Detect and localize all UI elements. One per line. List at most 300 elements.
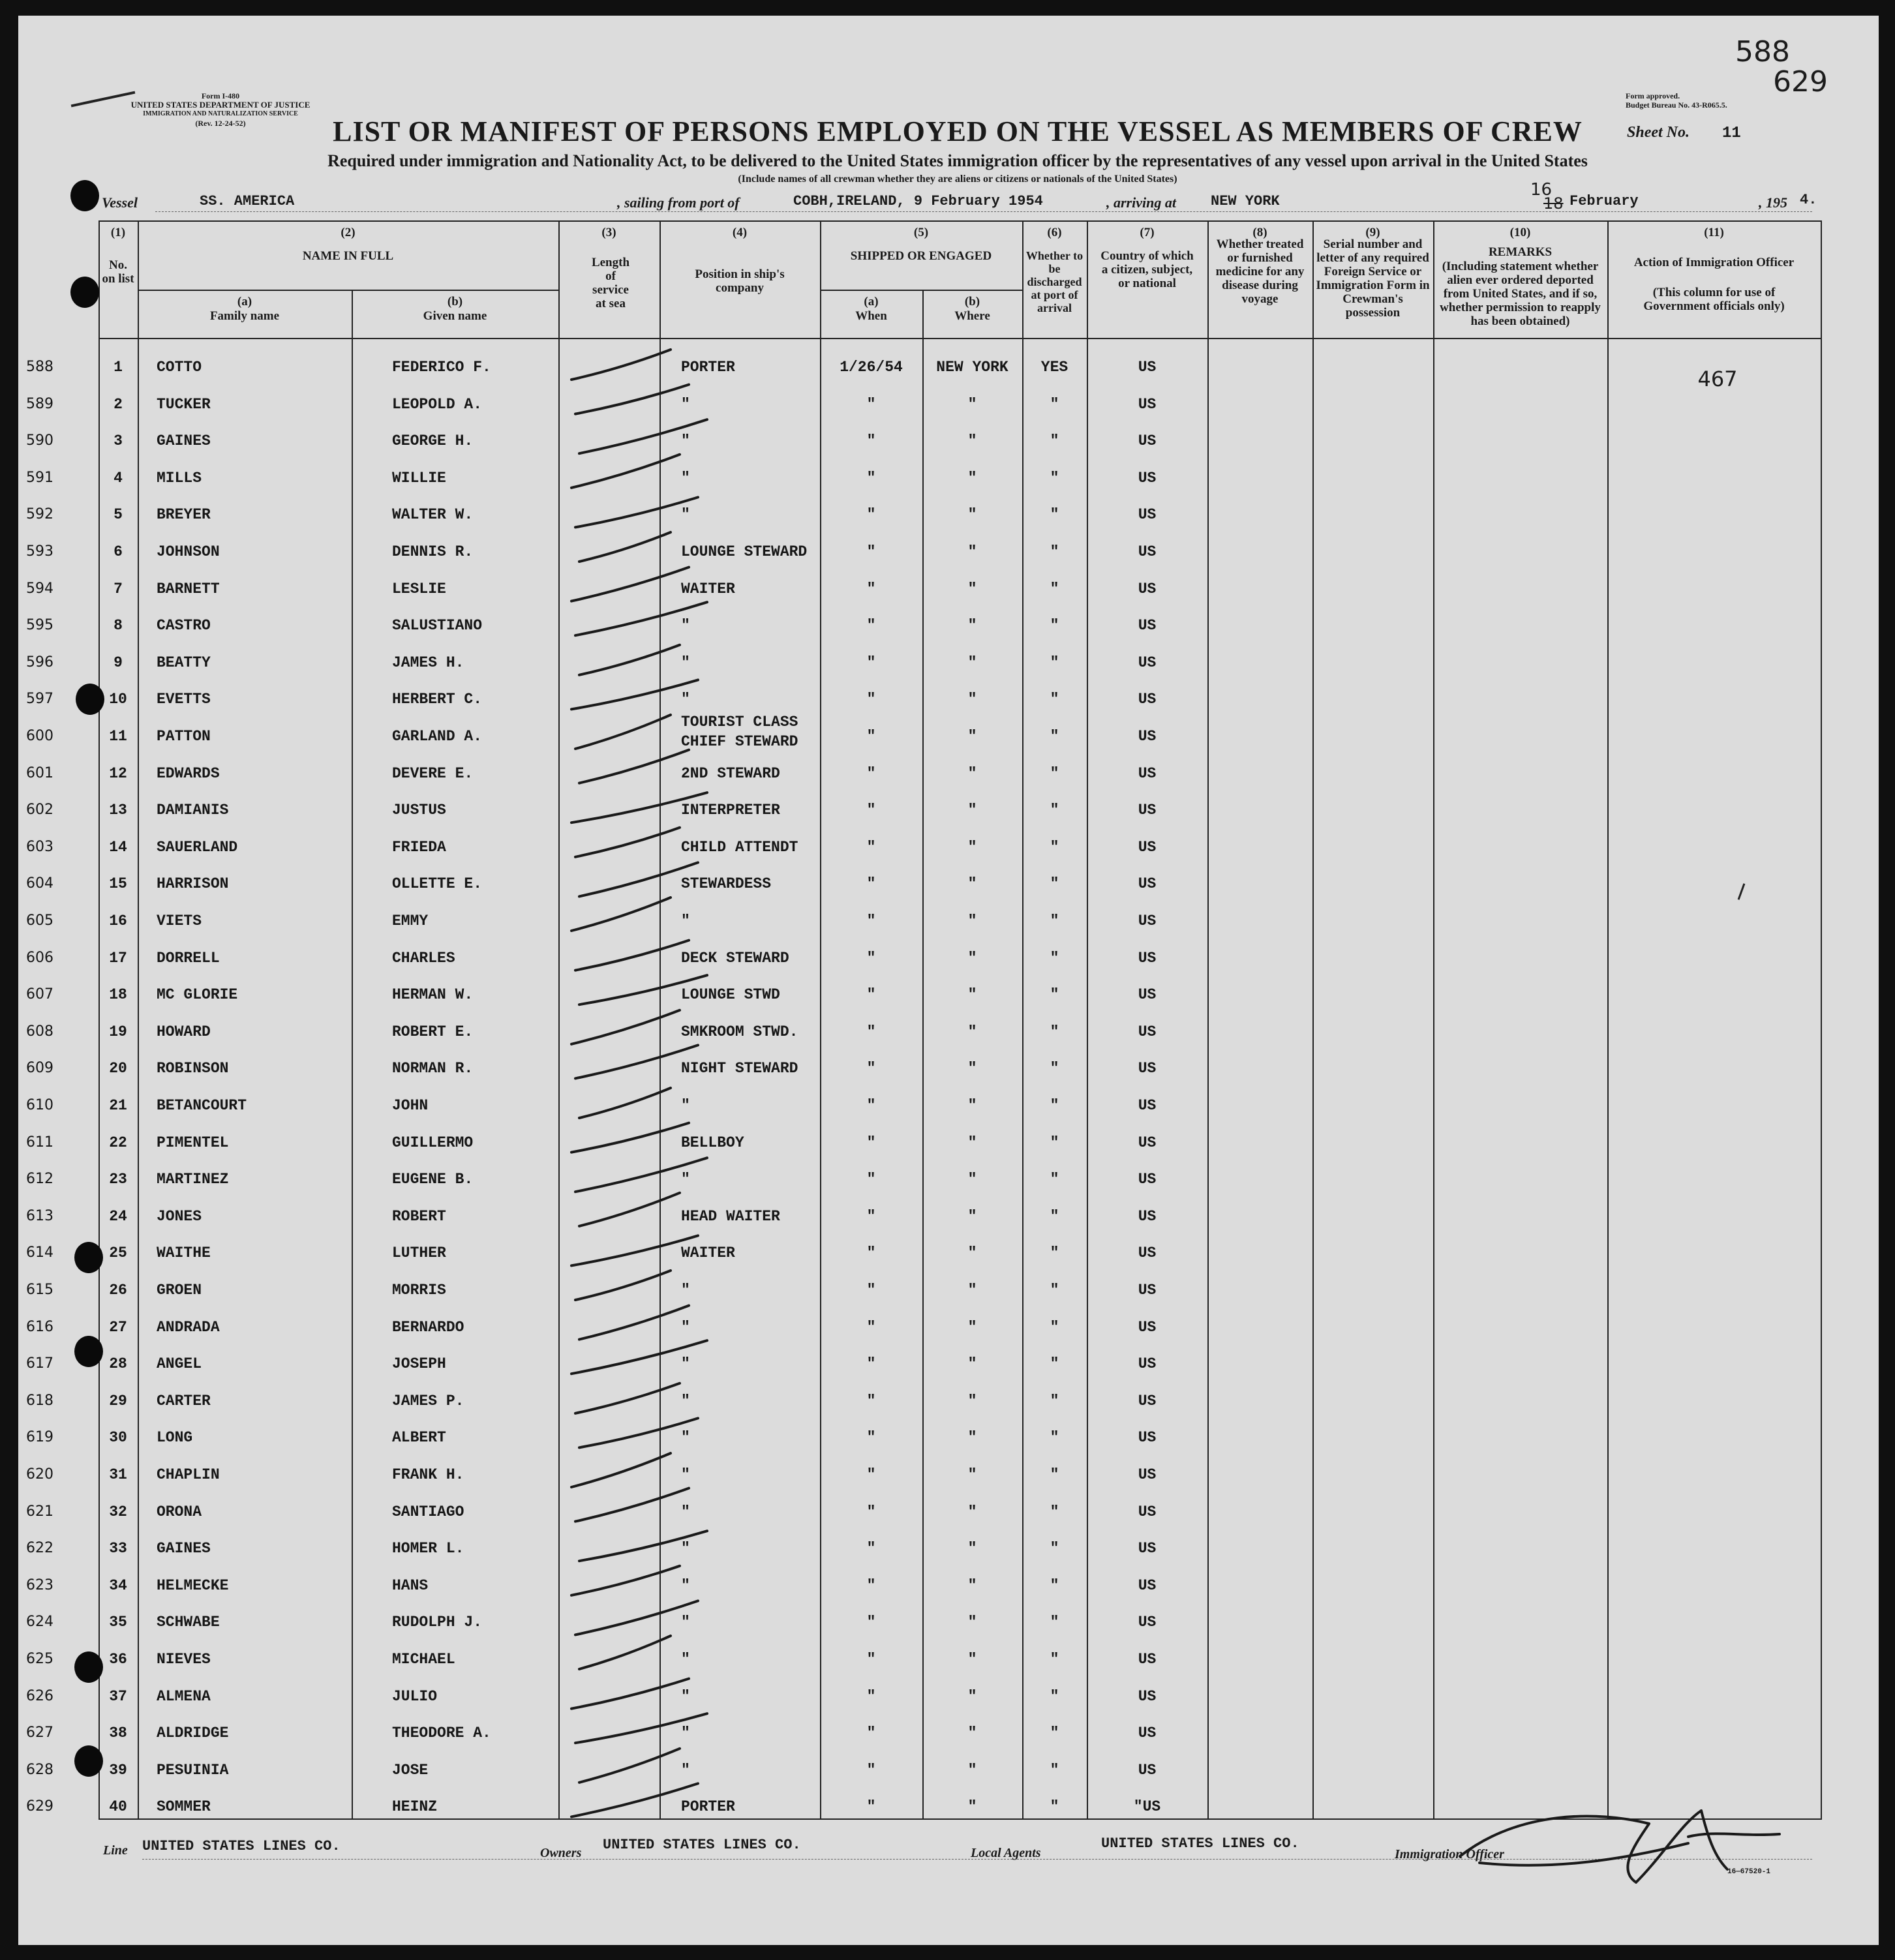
family-name: CASTRO: [157, 617, 211, 635]
shipped-when: ": [866, 506, 876, 524]
family-name: EDWARDS: [157, 764, 220, 782]
shipped-where: ": [967, 802, 977, 819]
arrival-port: NEW YORK: [1211, 193, 1280, 209]
country: US: [1138, 1576, 1157, 1594]
department-name: UNITED STATES DEPARTMENT OF JUSTICE: [130, 100, 311, 110]
shipped-where: ": [967, 875, 977, 893]
family-name: BEATTY: [157, 654, 211, 671]
position: ": [681, 469, 690, 487]
shipped-where: ": [967, 912, 977, 929]
row-number: 16: [109, 912, 127, 929]
margin-number: 602: [26, 802, 53, 819]
shipped-when: ": [866, 1614, 876, 1631]
family-name: SAUERLAND: [157, 838, 238, 856]
line-label: Line: [103, 1843, 128, 1858]
row-number: 24: [109, 1207, 127, 1225]
shipped-where: ": [967, 1503, 977, 1520]
agents-label: Local Agents: [971, 1846, 1041, 1860]
family-name: ALDRIDGE: [157, 1725, 229, 1742]
margin-number: 612: [26, 1171, 53, 1188]
family-name: COTTO: [157, 359, 202, 376]
margin-number: 603: [26, 838, 53, 855]
row-number: 13: [109, 802, 127, 819]
position: ": [681, 506, 690, 524]
col-8-label: Whether treated or furnished medicine for any disease during voyage: [1215, 237, 1305, 306]
service-slash-mark: [575, 1271, 671, 1300]
col-10-number: (10): [1509, 226, 1531, 239]
family-name: LONG: [157, 1429, 193, 1447]
given-name: HERBERT C.: [392, 691, 483, 708]
country: US: [1138, 617, 1157, 635]
country: US: [1138, 1725, 1157, 1742]
col-2-label: NAME IN FULL: [302, 249, 394, 263]
position: LOUNGE STWD: [681, 986, 780, 1004]
service-slash-mark: [571, 1340, 707, 1374]
family-name: BARNETT: [157, 580, 220, 597]
col-7-label: Country of which a citizen, subject, or national: [1100, 249, 1194, 290]
shipped-when: ": [866, 543, 876, 560]
col-1-label: No. on list: [102, 258, 134, 286]
position: PORTER: [681, 1798, 735, 1816]
family-name: ORONA: [157, 1503, 202, 1520]
family-name: HELMECKE: [157, 1576, 229, 1594]
discharged: ": [1050, 838, 1059, 856]
col-5b-number: (b): [964, 295, 980, 309]
service-slash-mark: [579, 1531, 707, 1561]
position: ": [681, 1651, 690, 1668]
row-number: 12: [109, 764, 127, 782]
punch-hole: [74, 1651, 103, 1683]
given-name: CHARLES: [392, 949, 455, 967]
family-name: WAITHE: [157, 1244, 211, 1262]
margin-number: 626: [26, 1687, 53, 1704]
shipped-where: ": [967, 469, 977, 487]
vessel-label: Vessel: [102, 194, 138, 211]
service-slash-mark: [575, 715, 671, 749]
country: US: [1138, 1429, 1157, 1447]
service-slash-mark: [571, 1123, 689, 1153]
service-slash-mark: [571, 897, 671, 931]
given-name: HEINZ: [392, 1798, 438, 1816]
margin-number: 628: [26, 1761, 53, 1778]
country: US: [1138, 875, 1157, 893]
service-name: IMMIGRATION AND NATURALIZATION SERVICE: [143, 110, 298, 117]
family-name: MC GLORIE: [157, 986, 238, 1004]
discharged: ": [1050, 1207, 1059, 1225]
given-name: THEODORE A.: [392, 1725, 491, 1742]
shipped-where: ": [967, 1798, 977, 1816]
row-number: 14: [109, 838, 127, 856]
service-slash-mark: [575, 1601, 698, 1635]
row-number: 40: [109, 1798, 127, 1816]
discharged: ": [1050, 1392, 1059, 1410]
discharged: ": [1050, 1725, 1059, 1742]
shipped-when: ": [866, 728, 876, 745]
row-number: 28: [109, 1355, 127, 1373]
action-note: 467: [1697, 367, 1738, 391]
service-slash-mark: [575, 1045, 698, 1078]
shipped-when: ": [866, 1392, 876, 1410]
discharged: ": [1050, 1466, 1059, 1483]
shipped-when: ": [866, 1651, 876, 1668]
shipped-when: ": [866, 469, 876, 487]
row-number: 15: [109, 875, 127, 893]
shipped-when: ": [866, 1023, 876, 1040]
position: CHILD ATTENDT: [681, 838, 798, 856]
given-name: SALUSTIANO: [392, 617, 483, 635]
country: US: [1138, 1134, 1157, 1151]
discharged: ": [1050, 1503, 1059, 1520]
discharged: ": [1050, 506, 1059, 524]
country: US: [1138, 1687, 1157, 1705]
given-name: HERMAN W.: [392, 986, 474, 1004]
position: ": [681, 1614, 690, 1631]
family-name: GAINES: [157, 1540, 211, 1558]
shipped-where: ": [967, 1576, 977, 1594]
corner-range-end: 629: [1773, 65, 1828, 98]
col-4-label: Position in ship's company: [695, 267, 785, 295]
country: US: [1138, 1097, 1157, 1114]
row-number: 31: [109, 1466, 127, 1483]
service-slash-mark: [575, 385, 689, 414]
position: BELLBOY: [681, 1134, 744, 1151]
row-number: 35: [109, 1614, 127, 1631]
family-name: GROEN: [157, 1282, 202, 1299]
family-name: SCHWABE: [157, 1614, 220, 1631]
form-number: Form I-480: [201, 91, 240, 100]
service-slash-marks: [18, 16, 1879, 1945]
shipped-where: ": [967, 949, 977, 967]
given-name: FRANK H.: [392, 1466, 464, 1483]
service-slash-mark: [571, 455, 680, 488]
page-subtitle: Required under immigration and Nationality Act, to be delivered to the United States immigration officer by the representatives of any vessel upon arrival in the United States: [327, 151, 1588, 170]
arrival-day-struck: 18: [1543, 194, 1564, 213]
position: ": [681, 617, 690, 635]
row-number: 4: [114, 469, 123, 487]
discharged: ": [1050, 1355, 1059, 1373]
service-slash-mark: [579, 862, 698, 896]
country: US: [1138, 1171, 1157, 1188]
margin-number: 609: [26, 1060, 53, 1077]
margin-number: 617: [26, 1355, 53, 1372]
position: 2ND STEWARD: [681, 764, 780, 782]
col-6-number: (6): [1047, 226, 1062, 239]
row-number: 7: [114, 580, 123, 597]
country: US: [1138, 764, 1157, 782]
discharged: ": [1050, 1244, 1059, 1262]
discharged: ": [1050, 543, 1059, 560]
position: ": [681, 912, 690, 929]
col-1-number: (1): [110, 226, 126, 239]
country: US: [1138, 912, 1157, 929]
officer-label: Immigration Officer: [1395, 1847, 1504, 1862]
shipped-when: ": [866, 1282, 876, 1299]
manifest-sheet: [18, 16, 1879, 1945]
sheet-number-label: Sheet No.: [1627, 124, 1690, 141]
given-name: DENNIS R.: [392, 543, 474, 560]
col-2a-number: (a): [237, 295, 252, 309]
position: DECK STEWARD: [681, 949, 789, 967]
service-slash-mark: [575, 1488, 689, 1522]
discharged: ": [1050, 949, 1059, 967]
margin-number: 627: [26, 1725, 53, 1741]
service-slash-mark: [579, 750, 689, 783]
country: US: [1138, 432, 1157, 450]
country: US: [1138, 1207, 1157, 1225]
shipped-where: ": [967, 1060, 977, 1078]
service-slash-mark: [575, 941, 689, 971]
col-2b-number: (b): [447, 295, 463, 309]
shipped-when: ": [866, 1318, 876, 1336]
owners-company: UNITED STATES LINES CO.: [603, 1837, 801, 1853]
shipped-when: ": [866, 1207, 876, 1225]
discharged: ": [1050, 875, 1059, 893]
service-slash-mark: [575, 1383, 680, 1413]
col-10-note: (Including statement whether alien ever ordered deported from United States, and if so, whether permission to reapply has been obtained): [1440, 260, 1601, 328]
discharged: ": [1050, 1134, 1059, 1151]
shipped-where: ": [967, 1392, 977, 1410]
given-name: HANS: [392, 1576, 429, 1594]
shipped-where: ": [967, 764, 977, 782]
service-slash-mark: [579, 975, 707, 1004]
shipped-where: NEW YORK: [936, 359, 1008, 376]
form-revision: (Rev. 12-24-52): [195, 119, 246, 128]
given-name: DEVERE E.: [392, 764, 474, 782]
shipped-where: ": [967, 1355, 977, 1373]
arrival-month: February: [1569, 193, 1639, 209]
country: US: [1138, 1023, 1157, 1040]
arriving-label: , arriving at: [1106, 194, 1176, 211]
discharged: ": [1050, 1097, 1059, 1114]
printer-code: 16—67520-1: [1727, 1868, 1771, 1876]
service-slash-mark: [579, 1749, 680, 1783]
row-number: 20: [109, 1060, 127, 1078]
punch-hole: [70, 180, 99, 211]
service-slash-mark: [571, 1010, 680, 1044]
service-slash-mark: [575, 497, 698, 527]
position: CHIEF STEWARD: [681, 733, 798, 750]
given-name: MORRIS: [392, 1282, 446, 1299]
given-name: JOSEPH: [392, 1355, 446, 1373]
margin-number: 600: [26, 728, 53, 744]
margin-number: 607: [26, 986, 53, 1003]
departure-port-date: COBH,IRELAND, 9 February 1954: [793, 193, 1043, 209]
margin-number: 594: [26, 580, 53, 597]
country: US: [1138, 506, 1157, 524]
margin-number: 601: [26, 764, 53, 781]
col-8-number: (8): [1252, 226, 1267, 239]
shipped-when: 1/26/54: [840, 359, 903, 376]
shipped-where: ": [967, 617, 977, 635]
row-number: 3: [114, 432, 123, 450]
page-title: LIST OR MANIFEST OF PERSONS EMPLOYED ON THE VESSEL AS MEMBERS OF CREW: [333, 115, 1583, 147]
row-number: 22: [109, 1134, 127, 1151]
row-number: 25: [109, 1244, 127, 1262]
discharged: ": [1050, 1798, 1059, 1816]
service-slash-mark: [575, 1158, 707, 1192]
row-number: 1: [114, 359, 123, 376]
discharged: ": [1050, 802, 1059, 819]
shipped-where: ": [967, 1687, 977, 1705]
col-5a-number: (a): [864, 295, 879, 309]
margin-number: 597: [26, 691, 53, 708]
row-number: 21: [109, 1097, 127, 1114]
margin-number: 619: [26, 1429, 53, 1446]
given-name: LEOPOLD A.: [392, 395, 483, 413]
shipped-when: ": [866, 1576, 876, 1594]
position: ": [681, 654, 690, 671]
service-slash-mark: [571, 1566, 680, 1595]
margin-number: 590: [26, 432, 53, 449]
service-slash-mark: [571, 1783, 698, 1817]
family-name: CARTER: [157, 1392, 211, 1410]
family-name: SOMMER: [157, 1798, 211, 1816]
service-slash-mark: [579, 1193, 680, 1226]
row-number: 36: [109, 1651, 127, 1668]
service-slash-mark: [571, 1679, 689, 1709]
given-name: JUSTUS: [392, 802, 446, 819]
shipped-where: ": [967, 1651, 977, 1668]
country: US: [1138, 543, 1157, 560]
given-name: LUTHER: [392, 1244, 446, 1262]
country: US: [1138, 1651, 1157, 1668]
service-slash-mark: [579, 1306, 689, 1340]
discharged: ": [1050, 912, 1059, 929]
margin-number: 588: [26, 359, 53, 375]
row-number: 10: [109, 691, 127, 708]
year-digit: 4.: [1800, 192, 1817, 208]
shipped-when: ": [866, 1761, 876, 1779]
row-number: 32: [109, 1503, 127, 1520]
shipped-when: ": [866, 1171, 876, 1188]
shipped-when: ": [866, 838, 876, 856]
shipped-when: ": [866, 764, 876, 782]
position-line-1: TOURIST CLASS: [681, 714, 798, 731]
position: ": [681, 1503, 690, 1520]
shipped-when: ": [866, 1725, 876, 1742]
family-name: HOWARD: [157, 1023, 211, 1040]
row-number: 9: [114, 654, 123, 671]
position: ": [681, 1687, 690, 1705]
row-number: 11: [109, 728, 127, 745]
punch-hole: [74, 1336, 103, 1367]
given-name: GUILLERMO: [392, 1134, 474, 1151]
punch-hole: [74, 1745, 103, 1777]
country: US: [1138, 691, 1157, 708]
shipped-where: ": [967, 1244, 977, 1262]
shipped-when: ": [866, 1466, 876, 1483]
discharged: ": [1050, 1318, 1059, 1336]
shipped-where: ": [967, 432, 977, 450]
discharged: ": [1050, 728, 1059, 745]
row-number: 29: [109, 1392, 127, 1410]
service-slash-mark: [571, 792, 707, 822]
service-slash-mark: [579, 419, 707, 453]
family-name: BETANCOURT: [157, 1097, 247, 1114]
country: US: [1138, 1318, 1157, 1336]
country: US: [1138, 1466, 1157, 1483]
discharged: ": [1050, 1023, 1059, 1040]
shipped-where: ": [967, 1540, 977, 1558]
given-name: JOHN: [392, 1097, 429, 1114]
shipped-where: ": [967, 395, 977, 413]
given-name: LESLIE: [392, 580, 446, 597]
given-name: SANTIAGO: [392, 1503, 464, 1520]
family-name: TUCKER: [157, 395, 211, 413]
service-slash-mark: [571, 1453, 671, 1487]
shipped-where: ": [967, 1171, 977, 1188]
given-name: GEORGE H.: [392, 432, 474, 450]
shipped-when: ": [866, 617, 876, 635]
position: ": [681, 1466, 690, 1483]
discharged: ": [1050, 1060, 1059, 1078]
shipped-where: ": [967, 543, 977, 560]
shipped-when: ": [866, 1429, 876, 1447]
discharged: ": [1050, 1171, 1059, 1188]
position: ": [681, 1282, 690, 1299]
shipped-when: ": [866, 1134, 876, 1151]
discharged: ": [1050, 1576, 1059, 1594]
margin-number: 596: [26, 654, 53, 671]
budget-bureau-number: Budget Bureau No. 43-R065.5.: [1626, 100, 1727, 110]
given-name: WALTER W.: [392, 506, 474, 524]
family-name: MILLS: [157, 469, 202, 487]
given-name: FRIEDA: [392, 838, 446, 856]
discharged: ": [1050, 617, 1059, 635]
row-number: 8: [114, 617, 123, 635]
shipped-when: ": [866, 580, 876, 597]
service-slash-mark: [575, 602, 707, 635]
col-9-label: Serial number and letter of any required Foreign Service or Immigration Form in Crewman's possession: [1316, 237, 1430, 320]
shipped-where: ": [967, 1023, 977, 1040]
position: ": [681, 1171, 690, 1188]
line-company: UNITED STATES LINES CO.: [142, 1838, 341, 1854]
shipped-when: ": [866, 1503, 876, 1520]
margin-number: 606: [26, 949, 53, 966]
margin-number: 623: [26, 1576, 53, 1593]
margin-number: 593: [26, 543, 53, 560]
margin-number: 614: [26, 1244, 53, 1261]
row-number: 26: [109, 1282, 127, 1299]
margin-number: 589: [26, 395, 53, 412]
col-3-label: Length of service at sea: [591, 256, 630, 310]
margin-number: 610: [26, 1097, 53, 1113]
shipped-where: ": [967, 1282, 977, 1299]
corner-range-start: 588: [1735, 35, 1790, 68]
col-9-number: (9): [1365, 226, 1380, 239]
family-name: MARTINEZ: [157, 1171, 229, 1188]
shipped-when: ": [866, 654, 876, 671]
shipped-when: ": [866, 802, 876, 819]
given-name: JAMES P.: [392, 1392, 464, 1410]
row-number: 5: [114, 506, 123, 524]
shipped-where: ": [967, 728, 977, 745]
margin-number: 621: [26, 1503, 53, 1520]
given-name: HOMER L.: [392, 1540, 464, 1558]
col-5a-label: When: [855, 309, 887, 323]
position: ": [681, 691, 690, 708]
discharged: ": [1050, 764, 1059, 782]
given-name: EUGENE B.: [392, 1171, 474, 1188]
given-name: ROBERT: [392, 1207, 446, 1225]
year-label: , 195: [1759, 194, 1787, 211]
country: US: [1138, 395, 1157, 413]
service-slash-mark: [579, 1088, 671, 1118]
col-3-number: (3): [601, 226, 616, 239]
margin-number: 618: [26, 1392, 53, 1409]
shipped-where: ": [967, 986, 977, 1004]
country: US: [1138, 1503, 1157, 1520]
